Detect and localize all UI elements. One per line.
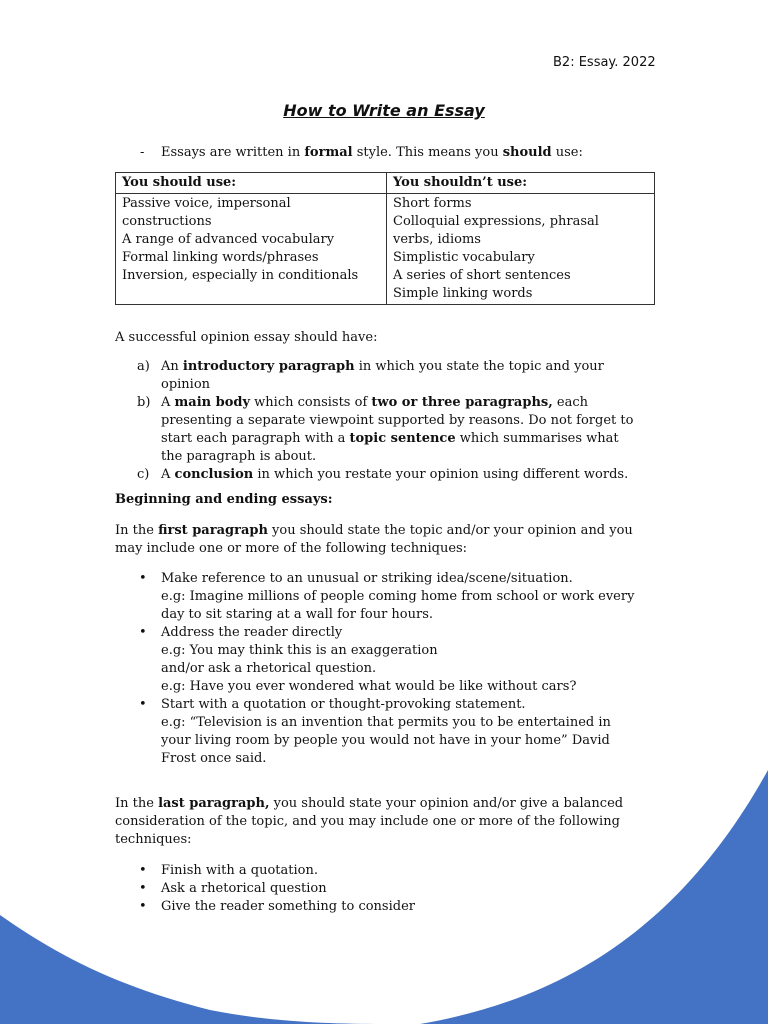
list-marker: c) <box>137 467 150 482</box>
list-item-line: Ask a rhetorical question <box>161 881 327 896</box>
table-cell-line: A series of short sentences <box>393 268 571 283</box>
text-part: start each paragraph with a <box>161 431 350 446</box>
text-part: A <box>161 395 175 410</box>
table-cell-line: verbs, idioms <box>393 232 481 247</box>
bullet-icon: • <box>139 899 147 914</box>
bullet-icon: • <box>139 863 147 878</box>
essay-intro-text: A successful opinion essay should have: <box>115 330 378 345</box>
bold-term: main body <box>174 395 251 410</box>
paragraph-line <box>115 795 675 813</box>
list-item-line: e.g: “Television is an invention that permits you to be entertained in <box>161 715 611 730</box>
bullet-icon: • <box>139 625 147 640</box>
list-item-line: your living room by people you would not have in your home” David <box>161 733 610 748</box>
list-item-line: Start with a quotation or thought-provoking statement. <box>161 697 526 712</box>
list-item-line: Give the reader something to consider <box>161 899 415 914</box>
bold-term: two or three paragraphs, <box>371 395 553 410</box>
text-part: In the <box>115 796 159 811</box>
last-paragraph-text <box>115 795 675 849</box>
table-cell-line: Simplistic vocabulary <box>393 250 535 265</box>
table-row <box>116 194 655 305</box>
bullet-icon: • <box>139 881 147 896</box>
paragraph-line <box>115 522 675 540</box>
list-item-line: e.g: Have you ever wondered what would be like without cars? <box>161 679 577 694</box>
table-header-row <box>116 173 655 194</box>
text-part: each <box>552 395 588 410</box>
table-cell-line: Colloquial expressions, phrasal <box>393 214 599 229</box>
list-item <box>115 358 675 394</box>
document-reference: B2: Essay. 2022 <box>553 55 656 70</box>
shouldnt-use-cell <box>387 194 655 305</box>
table-cell-line: Inversion, especially in conditionals <box>122 268 359 283</box>
text-part: A <box>161 467 175 482</box>
text-part: you should state your opinion and/or give a balanced <box>269 796 624 811</box>
table-cell-line: constructions <box>122 214 212 229</box>
table-cell-line: Passive voice, impersonal <box>122 196 291 211</box>
list-item-line: Address the reader directly <box>161 625 343 640</box>
bold-term: introductory paragraph <box>182 359 355 374</box>
text-part: which consists of <box>250 395 372 410</box>
list-item <box>115 570 675 624</box>
text-part: in which you restate your opinion using different words. <box>253 467 629 482</box>
list-item-line: presenting a separate viewpoint supported by reasons. Do not forget to <box>161 413 634 428</box>
table-cell-line: Formal linking words/phrases <box>122 250 319 265</box>
table-cell-line: Short forms <box>393 196 472 211</box>
dash-marker: - <box>140 145 145 160</box>
intro-text-part: style. This means you <box>352 145 503 160</box>
header-shouldnt-use: You shouldn’t use: <box>387 173 655 194</box>
intro-text-part: use: <box>551 145 583 160</box>
list-item-line: opinion <box>161 377 211 392</box>
technique-list-ending <box>115 862 675 916</box>
header-should-use: You should use: <box>116 173 387 194</box>
list-item-line <box>161 466 675 484</box>
list-item <box>115 862 675 880</box>
list-item <box>115 880 675 898</box>
bold-term: conclusion <box>174 467 254 482</box>
paragraph-line: consideration of the topic, and you may include one or more of the following <box>115 814 620 829</box>
list-item-line: e.g: Imagine millions of people coming home from school or work every <box>161 589 635 604</box>
table-cell-line: Simple linking words <box>393 286 533 301</box>
intro-text-part: Essays are written in <box>161 145 305 160</box>
first-paragraph-text <box>115 522 675 558</box>
bullet-icon: • <box>139 697 147 712</box>
bullet-icon: • <box>139 571 147 586</box>
text-part: in which you state the topic and your <box>354 359 604 374</box>
list-item <box>115 898 675 916</box>
table-cell-line: A range of advanced vocabulary <box>122 232 335 247</box>
list-item-line: the paragraph is about. <box>161 449 317 464</box>
section-heading: Beginning and ending essays: <box>115 492 333 507</box>
text-part: In the <box>115 523 159 538</box>
paragraph-line: techniques: <box>115 832 192 847</box>
list-item-line <box>161 430 675 448</box>
page-title: How to Write an Essay <box>283 101 485 120</box>
intro-bold-formal: formal <box>304 145 353 160</box>
bold-term: last paragraph, <box>158 796 270 811</box>
list-item-line <box>161 358 675 376</box>
list-item-line: and/or ask a rhetorical question. <box>161 661 377 676</box>
list-marker: a) <box>137 359 150 374</box>
list-item-line: Frost once said. <box>161 751 267 766</box>
list-item-line: day to sit staring at a wall for four hours. <box>161 607 434 622</box>
intro-bold-should: should <box>502 145 552 160</box>
list-item <box>115 624 675 696</box>
text-part: which summarises what <box>455 431 619 446</box>
text-part: you should state the topic and/or your opinion and you <box>267 523 633 538</box>
technique-list-beginning <box>115 570 675 768</box>
list-item <box>115 394 675 466</box>
essay-parts-list <box>115 358 675 484</box>
list-item-line: Finish with a quotation. <box>161 863 318 878</box>
list-item <box>115 466 675 484</box>
list-marker: b) <box>137 395 151 410</box>
list-item-line: Make reference to an unusual or striking idea/scene/situation. <box>161 571 573 586</box>
intro-text <box>161 145 583 160</box>
list-item-line: e.g: You may think this is an exaggeration <box>161 643 438 658</box>
should-use-cell <box>116 194 387 305</box>
paragraph-line: may include one or more of the following techniques: <box>115 541 468 556</box>
style-table <box>115 172 655 305</box>
list-item-line <box>161 394 675 412</box>
text-part: An <box>161 359 183 374</box>
bold-term: first paragraph <box>158 523 268 538</box>
bold-term: topic sentence <box>349 431 456 446</box>
list-item <box>115 696 675 768</box>
